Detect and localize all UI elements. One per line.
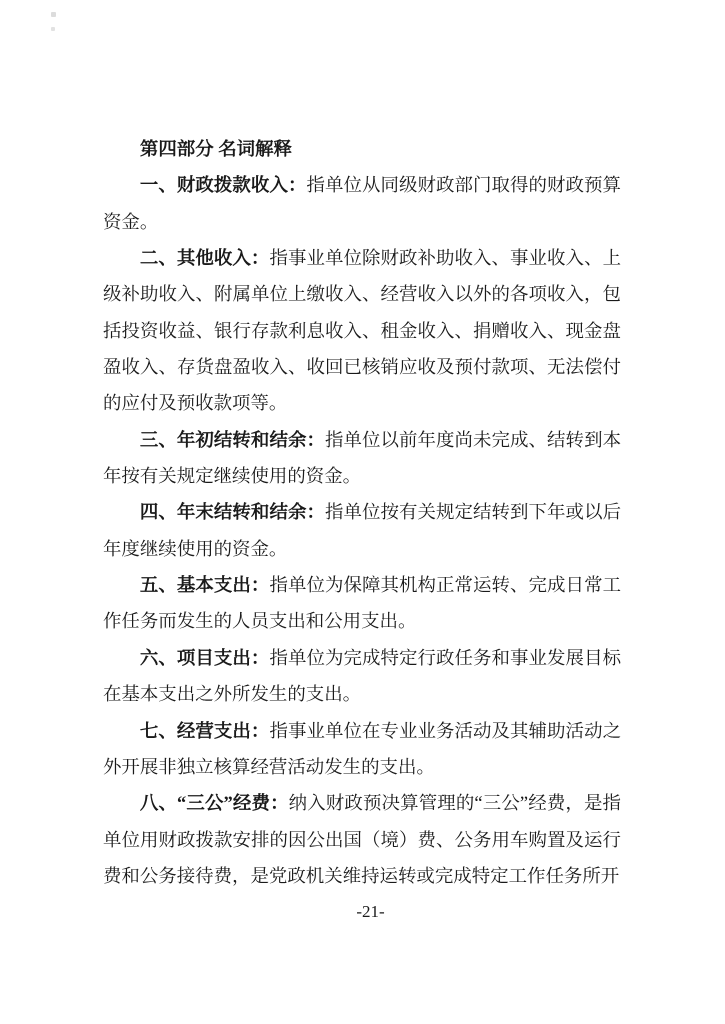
- term-paragraph-7: [103, 713, 621, 786]
- term-lead: 六、项目支出：: [139, 647, 270, 668]
- section-heading: 第四部分 名词解释: [139, 139, 292, 159]
- term-body: 指单位从同级财政部门取得的财政预算资金。: [103, 175, 621, 232]
- term-lead: 八、“三公”经费：: [139, 793, 289, 814]
- term-body: 指单位为完成特定行政任务和事业发展目标在基本支出之外所发生的支出。: [103, 647, 622, 705]
- term-paragraph-6: [103, 640, 621, 713]
- term-paragraph-5: [103, 567, 621, 640]
- term-paragraph-4: [103, 494, 621, 567]
- term-paragraph-2: [103, 240, 621, 422]
- term-body: 指事业单位除财政补助收入、事业收入、上级补助收入、附属单位上缴收入、经营收入以外的各项收入，包括投资收益、银行存款利息收入、租金收入、捐赠收入、现金盘盈收入、存货盘盈收入、收回已核销应收及预付款项、无法偿付的应付及预收款项等。: [103, 248, 622, 414]
- scan-artifact: [51, 12, 56, 17]
- term-body: 指单位按有关规定结转到下年或以后年度继续使用的资金。: [103, 502, 622, 559]
- term-lead: 三、年初结转和结余：: [139, 429, 325, 450]
- term-body: 指事业单位在专业业务活动及其辅助活动之外开展非独立核算经营活动发生的支出。: [103, 720, 622, 777]
- term-body: 指单位为保障其机构正常运转、完成日常工作任务而发生的人员支出和公用支出。: [103, 575, 622, 632]
- term-paragraph-1: [103, 167, 621, 240]
- document-body: [103, 131, 621, 894]
- term-lead: 一、财政拨款收入：: [139, 175, 307, 196]
- term-lead: 四、年末结转和结余：: [139, 502, 325, 523]
- page-number: -21-: [356, 902, 385, 921]
- term-lead: 二、其他收入：: [139, 248, 270, 269]
- scan-artifact: [51, 27, 55, 31]
- term-body: 指单位以前年度尚未完成、结转到本年按有关规定继续使用的资金。: [103, 429, 622, 487]
- term-lead: 七、经营支出：: [139, 720, 270, 741]
- term-lead: 五、基本支出：: [139, 575, 270, 596]
- term-body: 纳入财政预决算管理的“三公”经费，是指单位用财政拨款安排的因公出国（境）费、公务用车购置及运行费和公务接待费，是党政机关维持运转或完成特定工作任务所开: [103, 793, 621, 886]
- term-paragraph-8: [103, 785, 621, 894]
- term-paragraph-3: [103, 422, 621, 495]
